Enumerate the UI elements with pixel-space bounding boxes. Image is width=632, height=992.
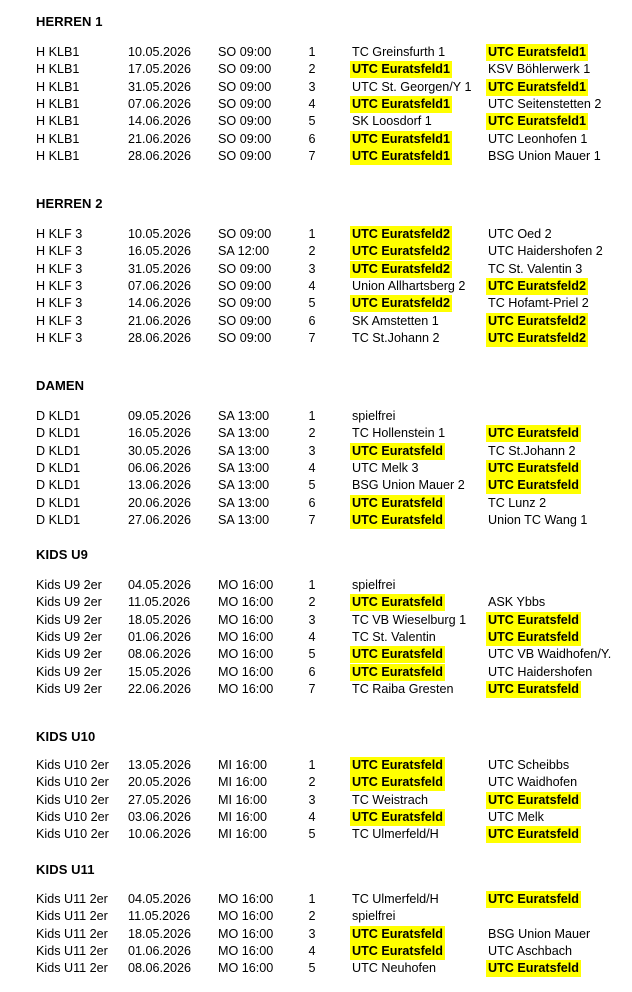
- time-cell: MO 16:00: [218, 629, 274, 644]
- table-row: [0, 774, 632, 791]
- league-cell: Kids U9 2er: [36, 681, 102, 696]
- home-team-cell: UTC Euratsfeld: [352, 758, 443, 772]
- home-team-cell: Union Allhartsberg 2: [352, 278, 466, 293]
- away-team-cell: UTC Haidershofen 2: [488, 244, 603, 259]
- table-row: [0, 408, 632, 425]
- away-team-cell: BSG Union Mauer: [488, 926, 591, 941]
- home-team-cell: UTC Euratsfeld: [352, 595, 443, 610]
- away-team-cell: UTC Euratsfeld2: [488, 330, 586, 345]
- round-cell: 3: [308, 792, 316, 807]
- round-cell: 6: [308, 664, 316, 679]
- date-cell: 28.06.2026: [128, 330, 192, 345]
- date-cell: 07.06.2026: [128, 278, 192, 293]
- round-cell: 5: [308, 296, 316, 311]
- time-cell: MO 16:00: [218, 595, 274, 610]
- table-row: [0, 646, 632, 663]
- section-title: HERREN 1: [36, 14, 103, 29]
- away-team-cell: UTC Euratsfeld: [488, 892, 579, 906]
- date-cell: 01.06.2026: [128, 943, 192, 958]
- date-cell: 21.06.2026: [128, 313, 192, 328]
- away-team-cell: TC Hofamt-Priel 2: [488, 296, 589, 311]
- time-cell: SA 13:00: [218, 409, 270, 423]
- time-cell: MO 16:00: [218, 681, 274, 696]
- date-cell: 10.05.2026: [128, 227, 192, 241]
- table-row: [0, 757, 632, 774]
- date-cell: 08.06.2026: [128, 647, 192, 662]
- time-cell: SO 09:00: [218, 313, 272, 328]
- date-cell: 27.05.2026: [128, 792, 192, 807]
- home-team-cell: UTC Euratsfeld: [352, 943, 443, 958]
- round-cell: 5: [308, 961, 316, 976]
- round-cell: 6: [308, 313, 316, 328]
- time-cell: MI 16:00: [218, 809, 268, 824]
- date-cell: 28.06.2026: [128, 148, 192, 163]
- home-team-cell: BSG Union Mauer 2: [352, 478, 465, 493]
- league-cell: H KLF 3: [36, 244, 83, 259]
- home-team-cell: UTC Euratsfeld: [352, 512, 443, 527]
- away-team-cell: UTC Waidhofen: [488, 775, 578, 790]
- league-cell: H KLB1: [36, 148, 80, 163]
- time-cell: MO 16:00: [218, 664, 274, 679]
- round-cell: 5: [308, 647, 316, 662]
- league-cell: Kids U11 2er: [36, 961, 108, 976]
- time-cell: SA 13:00: [218, 426, 270, 441]
- date-cell: 31.05.2026: [128, 79, 192, 94]
- home-team-cell: UTC Euratsfeld: [352, 647, 443, 662]
- home-team-cell: TC Hollenstein 1: [352, 426, 446, 441]
- round-cell: 2: [308, 595, 316, 610]
- home-team-cell: spielfrei: [352, 409, 396, 423]
- league-cell: Kids U11 2er: [36, 909, 108, 924]
- table-row: [0, 594, 632, 611]
- league-cell: H KLB1: [36, 45, 80, 59]
- date-cell: 14.06.2026: [128, 296, 192, 311]
- round-cell: 4: [308, 278, 316, 293]
- table-row: [0, 926, 632, 943]
- time-cell: SO 09:00: [218, 330, 272, 345]
- date-cell: 09.05.2026: [128, 409, 192, 423]
- table-row: [0, 460, 632, 477]
- date-cell: 18.05.2026: [128, 926, 192, 941]
- table-row: [0, 313, 632, 330]
- league-cell: H KLF 3: [36, 278, 83, 293]
- table-row: [0, 243, 632, 260]
- round-cell: 5: [308, 827, 316, 842]
- table-row: [0, 295, 632, 312]
- time-cell: MI 16:00: [218, 792, 268, 807]
- time-cell: MO 16:00: [218, 578, 274, 592]
- round-cell: 4: [308, 809, 316, 824]
- league-cell: H KLB1: [36, 79, 80, 94]
- round-cell: 1: [308, 892, 316, 906]
- time-cell: MI 16:00: [218, 758, 268, 772]
- league-cell: H KLF 3: [36, 313, 83, 328]
- league-cell: Kids U10 2er: [36, 827, 109, 842]
- league-cell: Kids U9 2er: [36, 612, 102, 627]
- league-cell: H KLF 3: [36, 227, 83, 241]
- time-cell: SO 09:00: [218, 96, 272, 111]
- round-cell: 4: [308, 943, 316, 958]
- time-cell: MO 16:00: [218, 647, 274, 662]
- table-row: [0, 960, 632, 977]
- section-title: KIDS U10: [36, 729, 96, 744]
- time-cell: SA 13:00: [218, 478, 270, 493]
- table-row: [0, 512, 632, 529]
- date-cell: 03.06.2026: [128, 809, 192, 824]
- league-cell: Kids U11 2er: [36, 892, 108, 906]
- league-cell: Kids U9 2er: [36, 664, 102, 679]
- away-team-cell: UTC Euratsfeld2: [488, 313, 586, 328]
- time-cell: MO 16:00: [218, 926, 274, 941]
- time-cell: MI 16:00: [218, 827, 268, 842]
- round-cell: 1: [308, 409, 316, 423]
- league-cell: Kids U9 2er: [36, 595, 102, 610]
- table-row: [0, 96, 632, 113]
- table-row: [0, 278, 632, 295]
- date-cell: 10.05.2026: [128, 45, 192, 59]
- round-cell: 2: [308, 244, 316, 259]
- time-cell: MO 16:00: [218, 961, 274, 976]
- league-cell: Kids U11 2er: [36, 943, 108, 958]
- home-team-cell: UTC Euratsfeld1: [352, 148, 450, 163]
- table-row: [0, 44, 632, 61]
- table-row: [0, 826, 632, 843]
- table-row: [0, 612, 632, 629]
- round-cell: 1: [308, 45, 316, 59]
- away-team-cell: UTC Euratsfeld: [488, 478, 579, 493]
- league-cell: H KLB1: [36, 131, 80, 146]
- league-cell: D KLD1: [36, 409, 81, 423]
- date-cell: 21.06.2026: [128, 131, 192, 146]
- round-cell: 6: [308, 131, 316, 146]
- away-team-cell: UTC Euratsfeld: [488, 426, 579, 441]
- league-cell: D KLD1: [36, 512, 81, 527]
- section-title: KIDS U9: [36, 547, 88, 562]
- table-row: [0, 61, 632, 78]
- time-cell: MO 16:00: [218, 909, 274, 924]
- table-row: [0, 131, 632, 148]
- home-team-cell: UTC Euratsfeld1: [352, 96, 450, 111]
- date-cell: 17.05.2026: [128, 62, 192, 77]
- time-cell: MO 16:00: [218, 943, 274, 958]
- round-cell: 5: [308, 478, 316, 493]
- date-cell: 30.05.2026: [128, 443, 192, 458]
- time-cell: SO 09:00: [218, 148, 272, 163]
- league-cell: D KLD1: [36, 460, 81, 475]
- table-row: [0, 261, 632, 278]
- table-row: [0, 943, 632, 960]
- home-team-cell: TC VB Wieselburg 1: [352, 612, 467, 627]
- away-team-cell: TC St.Johann 2: [488, 443, 576, 458]
- home-team-cell: UTC Euratsfeld: [352, 926, 443, 941]
- home-team-cell: UTC Euratsfeld: [352, 775, 443, 790]
- away-team-cell: UTC VB Waidhofen/Y.: [488, 647, 612, 662]
- home-team-cell: UTC Euratsfeld2: [352, 244, 450, 259]
- table-row: [0, 330, 632, 347]
- away-team-cell: Union TC Wang 1: [488, 512, 588, 527]
- time-cell: MI 16:00: [218, 775, 268, 790]
- table-row: [0, 792, 632, 809]
- away-team-cell: UTC Euratsfeld: [488, 629, 579, 644]
- date-cell: 27.06.2026: [128, 512, 192, 527]
- date-cell: 04.05.2026: [128, 892, 192, 906]
- home-team-cell: TC Ulmerfeld/H: [352, 892, 439, 906]
- table-row: [0, 577, 632, 594]
- table-row: [0, 908, 632, 925]
- home-team-cell: TC St. Valentin: [352, 629, 436, 644]
- round-cell: 7: [308, 512, 316, 527]
- away-team-cell: UTC Oed 2: [488, 227, 552, 241]
- home-team-cell: UTC Neuhofen: [352, 961, 436, 976]
- date-cell: 20.05.2026: [128, 775, 192, 790]
- date-cell: 08.06.2026: [128, 961, 192, 976]
- away-team-cell: UTC Haidershofen: [488, 664, 593, 679]
- table-row: [0, 681, 632, 698]
- table-row: [0, 477, 632, 494]
- time-cell: SO 09:00: [218, 296, 272, 311]
- time-cell: SA 13:00: [218, 495, 270, 510]
- date-cell: 14.06.2026: [128, 114, 192, 129]
- home-team-cell: UTC Euratsfeld2: [352, 296, 450, 311]
- round-cell: 2: [308, 775, 316, 790]
- home-team-cell: UTC Euratsfeld: [352, 664, 443, 679]
- league-cell: H KLF 3: [36, 330, 83, 345]
- date-cell: 07.06.2026: [128, 96, 192, 111]
- home-team-cell: UTC Melk 3: [352, 460, 419, 475]
- league-cell: Kids U9 2er: [36, 578, 102, 592]
- date-cell: 22.06.2026: [128, 681, 192, 696]
- away-team-cell: TC St. Valentin 3: [488, 261, 583, 276]
- round-cell: 1: [308, 578, 316, 592]
- away-team-cell: ASK Ybbs: [488, 595, 546, 610]
- section-title: KIDS U11: [36, 862, 95, 877]
- date-cell: 10.06.2026: [128, 827, 192, 842]
- away-team-cell: TC Lunz 2: [488, 495, 547, 510]
- round-cell: 4: [308, 96, 316, 111]
- time-cell: SO 09:00: [218, 45, 272, 59]
- time-cell: SA 13:00: [218, 512, 270, 527]
- away-team-cell: UTC Euratsfeld1: [488, 45, 586, 59]
- round-cell: 2: [308, 426, 316, 441]
- date-cell: 15.05.2026: [128, 664, 192, 679]
- league-cell: Kids U9 2er: [36, 629, 102, 644]
- table-row: [0, 443, 632, 460]
- league-cell: H KLB1: [36, 114, 80, 129]
- time-cell: SO 09:00: [218, 278, 272, 293]
- league-cell: D KLD1: [36, 478, 81, 493]
- away-team-cell: UTC Euratsfeld: [488, 612, 579, 627]
- round-cell: 5: [308, 114, 316, 129]
- away-team-cell: UTC Euratsfeld1: [488, 79, 586, 94]
- away-team-cell: UTC Euratsfeld: [488, 460, 579, 475]
- table-row: [0, 226, 632, 243]
- away-team-cell: UTC Euratsfeld2: [488, 278, 586, 293]
- home-team-cell: UTC St. Georgen/Y 1: [352, 79, 472, 94]
- home-team-cell: TC Greinsfurth 1: [352, 45, 446, 59]
- league-cell: H KLF 3: [36, 261, 83, 276]
- league-cell: D KLD1: [36, 443, 81, 458]
- home-team-cell: UTC Euratsfeld2: [352, 227, 450, 241]
- away-team-cell: UTC Leonhofen 1: [488, 131, 588, 146]
- away-team-cell: UTC Seitenstetten 2: [488, 96, 602, 111]
- date-cell: 13.06.2026: [128, 478, 192, 493]
- away-team-cell: UTC Euratsfeld: [488, 827, 579, 842]
- league-cell: Kids U11 2er: [36, 926, 108, 941]
- round-cell: 7: [308, 148, 316, 163]
- away-team-cell: UTC Euratsfeld: [488, 681, 579, 696]
- time-cell: SO 09:00: [218, 131, 272, 146]
- date-cell: 04.05.2026: [128, 578, 192, 592]
- time-cell: MO 16:00: [218, 612, 274, 627]
- date-cell: 11.05.2026: [128, 909, 191, 924]
- table-row: [0, 113, 632, 130]
- table-row: [0, 664, 632, 681]
- round-cell: 6: [308, 495, 316, 510]
- date-cell: 11.05.2026: [128, 595, 191, 610]
- date-cell: 16.05.2026: [128, 426, 192, 441]
- date-cell: 18.05.2026: [128, 612, 192, 627]
- home-team-cell: UTC Euratsfeld1: [352, 131, 450, 146]
- home-team-cell: TC Ulmerfeld/H: [352, 827, 439, 842]
- table-row: [0, 629, 632, 646]
- home-team-cell: TC Raiba Gresten: [352, 681, 454, 696]
- round-cell: 4: [308, 629, 316, 644]
- time-cell: SO 09:00: [218, 79, 272, 94]
- league-cell: H KLB1: [36, 96, 80, 111]
- home-team-cell: UTC Euratsfeld2: [352, 261, 450, 276]
- date-cell: 20.06.2026: [128, 495, 192, 510]
- table-row: [0, 495, 632, 512]
- round-cell: 3: [308, 926, 316, 941]
- league-cell: Kids U10 2er: [36, 809, 109, 824]
- round-cell: 7: [308, 681, 316, 696]
- round-cell: 3: [308, 261, 316, 276]
- league-cell: D KLD1: [36, 426, 81, 441]
- table-row: [0, 891, 632, 908]
- table-row: [0, 809, 632, 826]
- home-team-cell: spielfrei: [352, 578, 396, 592]
- date-cell: 13.05.2026: [128, 758, 192, 772]
- home-team-cell: UTC Euratsfeld: [352, 443, 443, 458]
- time-cell: SO 09:00: [218, 227, 272, 241]
- round-cell: 2: [308, 909, 316, 924]
- round-cell: 1: [308, 758, 316, 772]
- round-cell: 1: [308, 227, 316, 241]
- home-team-cell: SK Amstetten 1: [352, 313, 439, 328]
- time-cell: MO 16:00: [218, 892, 274, 906]
- away-team-cell: UTC Euratsfeld: [488, 792, 579, 807]
- time-cell: SO 09:00: [218, 114, 272, 129]
- away-team-cell: UTC Euratsfeld1: [488, 114, 586, 129]
- time-cell: SA 13:00: [218, 460, 270, 475]
- league-cell: Kids U9 2er: [36, 647, 102, 662]
- league-cell: Kids U10 2er: [36, 758, 109, 772]
- section-title: HERREN 2: [36, 196, 103, 211]
- time-cell: SO 09:00: [218, 261, 272, 276]
- section-title: DAMEN: [36, 378, 85, 393]
- home-team-cell: TC St.Johann 2: [352, 330, 440, 345]
- league-cell: Kids U10 2er: [36, 775, 109, 790]
- away-team-cell: KSV Böhlerwerk 1: [488, 62, 591, 77]
- date-cell: 31.05.2026: [128, 261, 192, 276]
- date-cell: 06.06.2026: [128, 460, 192, 475]
- away-team-cell: UTC Aschbach: [488, 943, 572, 958]
- round-cell: 2: [308, 62, 316, 77]
- away-team-cell: BSG Union Mauer 1: [488, 148, 601, 163]
- home-team-cell: UTC Euratsfeld: [352, 495, 443, 510]
- home-team-cell: UTC Euratsfeld1: [352, 62, 450, 77]
- round-cell: 3: [308, 79, 316, 94]
- away-team-cell: UTC Scheibbs: [488, 758, 570, 772]
- league-cell: H KLF 3: [36, 296, 83, 311]
- home-team-cell: TC Weistrach: [352, 792, 429, 807]
- away-team-cell: UTC Melk: [488, 809, 544, 824]
- round-cell: 3: [308, 443, 316, 458]
- round-cell: 3: [308, 612, 316, 627]
- time-cell: SA 12:00: [218, 244, 270, 259]
- table-row: [0, 425, 632, 442]
- time-cell: SA 13:00: [218, 443, 270, 458]
- round-cell: 7: [308, 330, 316, 345]
- league-cell: Kids U10 2er: [36, 792, 109, 807]
- home-team-cell: spielfrei: [352, 909, 396, 924]
- date-cell: 16.05.2026: [128, 244, 192, 259]
- round-cell: 4: [308, 460, 316, 475]
- league-cell: D KLD1: [36, 495, 81, 510]
- table-row: [0, 79, 632, 96]
- home-team-cell: SK Loosdorf 1: [352, 114, 432, 129]
- league-cell: H KLB1: [36, 62, 80, 77]
- date-cell: 01.06.2026: [128, 629, 192, 644]
- away-team-cell: UTC Euratsfeld: [488, 961, 579, 976]
- table-row: [0, 148, 632, 165]
- home-team-cell: UTC Euratsfeld: [352, 809, 443, 824]
- time-cell: SO 09:00: [218, 62, 272, 77]
